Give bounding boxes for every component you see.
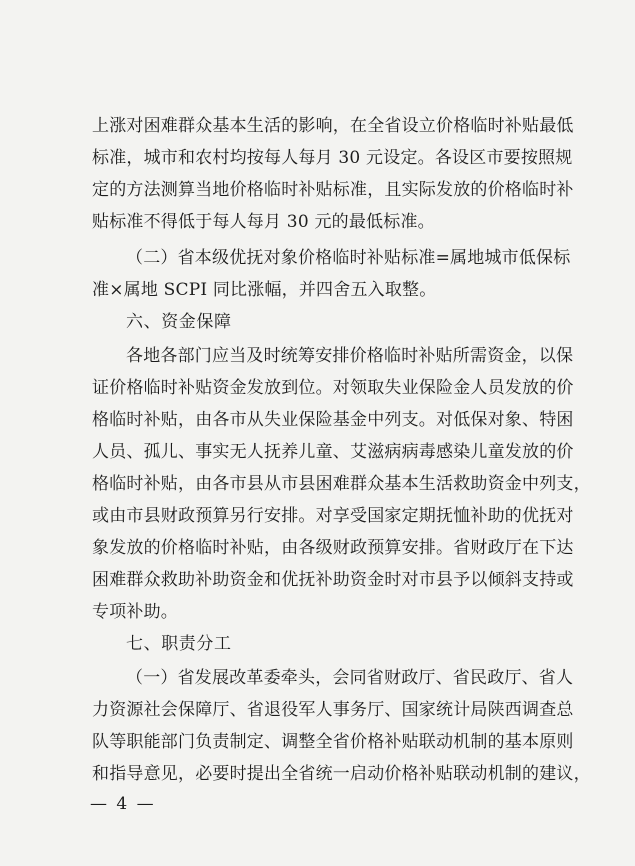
funding-line-2: 证价格临时补贴资金发放到位。对领取失业保险金人员发放的价 (92, 378, 574, 398)
funding-line-9: 专项补助。 (92, 602, 178, 622)
page-number: — 4 — (90, 794, 156, 814)
funding-line-6: 或由市县财政预算另行安排。对享受国家定期抚恤补助的优抚对 (92, 506, 574, 526)
funding-line-4: 人员、孤儿、事实无人抚养儿童、艾滋病病毒感染儿童发放的价 (92, 442, 574, 462)
section-heading-funding: 六、资金保障 (126, 312, 232, 332)
paragraph-two-line-2: 准×属地 SCPI 同比涨幅，并四舍五入取整。 (92, 280, 437, 300)
responsibilities-line-4: 和指导意见，必要时提出全省统一启动价格补贴联动机制的建议， (92, 764, 591, 784)
paragraph-two-line-1: （二）省本级优抚对象价格临时补贴标准=属地城市低保标 (126, 248, 571, 268)
funding-line-5: 格临时补贴，由各市县从市县困难群众基本生活救助资金中列支， (92, 474, 591, 494)
funding-line-8: 困难群众救助补助资金和优抚补助资金时对市县予以倾斜支持或 (92, 570, 574, 590)
funding-line-7: 象发放的价格临时补贴，由各级财政预算安排。省财政厅在下达 (92, 538, 574, 558)
text-line-1: 上涨对困难群众基本生活的影响，在全省设立价格临时补贴最低 (92, 116, 574, 136)
funding-line-3: 格临时补贴，由各市从失业保险基金中列支。对低保对象、特困 (92, 410, 574, 430)
section-heading-responsibilities: 七、职责分工 (126, 634, 232, 654)
responsibilities-line-2: 力资源社会保障厅、省退役军人事务厅、国家统计局陕西调查总 (92, 700, 574, 720)
text-line-3: 定的方法测算当地价格临时补贴标准，且实际发放的价格临时补 (92, 180, 574, 200)
responsibilities-line-1: （一）省发展改革委牵头，会同省财政厅、省民政厅、省人 (126, 668, 574, 688)
text-line-2: 标准，城市和农村均按每人每月 30 元设定。各设区市要按照规 (92, 148, 573, 168)
funding-line-1: 各地各部门应当及时统筹安排价格临时补贴所需资金，以保 (126, 346, 574, 366)
responsibilities-line-3: 队等职能部门负责制定、调整全省价格补贴联动机制的基本原则 (92, 732, 574, 752)
text-line-4: 贴标准不得低于每人每月 30 元的最低标准。 (92, 212, 435, 232)
